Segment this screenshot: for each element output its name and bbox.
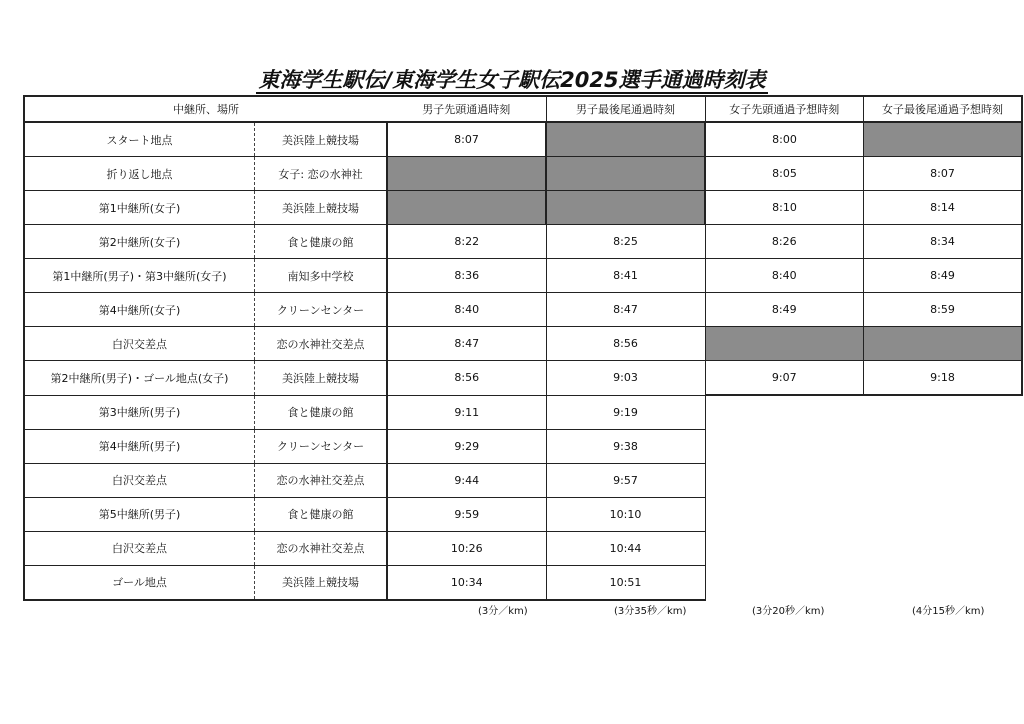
women-lead-cell: 8:10 — [705, 191, 864, 225]
men-last-cell: 9:38 — [546, 429, 705, 463]
table-row — [24, 191, 1022, 225]
page-title — [0, 64, 1024, 94]
men-last-cell: 10:44 — [546, 531, 705, 565]
empty-cell — [705, 395, 1022, 429]
women-last-cell: 8:59 — [864, 293, 1023, 327]
table-row — [24, 157, 1022, 191]
point-cell: 第3中継所(男子) — [24, 395, 255, 429]
men-last-cell: 8:25 — [546, 225, 705, 259]
pace-women-lead: (3分20秒／km) — [752, 606, 825, 617]
point-cell: 白沢交差点 — [24, 531, 255, 565]
header-row — [24, 96, 1022, 122]
empty-cell — [705, 463, 1022, 497]
men-last-cell: 10:51 — [546, 565, 705, 600]
men-lead-cell: 8:36 — [387, 259, 546, 293]
pace-women-last: (4分15秒／km) — [912, 606, 985, 617]
women-lead-cell: 8:26 — [705, 225, 864, 259]
empty-cell — [705, 565, 1022, 600]
table-row — [24, 327, 1022, 361]
schedule-table — [23, 95, 1023, 601]
point-cell: 折り返し地点 — [24, 157, 255, 191]
women-lead-cell: 8:49 — [705, 293, 864, 327]
table-row — [24, 565, 1022, 600]
place-cell: 食と健康の館 — [255, 225, 388, 259]
men-lead-cell: 8:22 — [387, 225, 546, 259]
women-lead-cell: 8:00 — [705, 122, 864, 157]
men-last-cell: 9:19 — [546, 395, 705, 429]
place-cell: 南知多中学校 — [255, 259, 388, 293]
table-row — [24, 361, 1022, 396]
table-row — [24, 497, 1022, 531]
men-last-cell: 8:47 — [546, 293, 705, 327]
place-cell: 美浜陸上競技場 — [255, 191, 388, 225]
point-cell: 第4中継所(男子) — [24, 429, 255, 463]
table-row — [24, 463, 1022, 497]
women-last-cell: 8:34 — [864, 225, 1023, 259]
men-last-cell: 9:57 — [546, 463, 705, 497]
point-cell: 第5中継所(男子) — [24, 497, 255, 531]
place-cell: 恋の水神社交差点 — [255, 327, 388, 361]
place-cell: 美浜陸上競技場 — [255, 361, 388, 396]
header-women-last: 女子最後尾通過予想時刻 — [864, 96, 1023, 122]
header-women-lead: 女子先頭通過予想時刻 — [705, 96, 864, 122]
place-cell: 女子: 恋の水神社 — [255, 157, 388, 191]
men-lead-cell: 9:59 — [387, 497, 546, 531]
point-cell: 第4中継所(女子) — [24, 293, 255, 327]
table-row — [24, 122, 1022, 157]
point-cell: 白沢交差点 — [24, 463, 255, 497]
place-cell: クリーンセンター — [255, 429, 388, 463]
point-cell: ゴール地点 — [24, 565, 255, 600]
men-last-cell: 8:56 — [546, 327, 705, 361]
table-row — [24, 259, 1022, 293]
women-lead-cell: 8:40 — [705, 259, 864, 293]
table-row — [24, 225, 1022, 259]
empty-cell — [705, 429, 1022, 463]
men-lead-cell: 10:34 — [387, 565, 546, 600]
women-last-cell-shaded — [864, 122, 1023, 157]
men-lead-cell: 9:11 — [387, 395, 546, 429]
point-cell: 第1中継所(男子)・第3中継所(女子) — [24, 259, 255, 293]
empty-cell — [705, 497, 1022, 531]
header-men-lead: 男子先頭通過時刻 — [387, 96, 546, 122]
table-row — [24, 429, 1022, 463]
place-cell: 食と健康の館 — [255, 497, 388, 531]
pace-men-last: (3分35秒／km) — [614, 606, 687, 617]
place-cell: 恋の水神社交差点 — [255, 463, 388, 497]
women-lead-cell: 9:07 — [705, 361, 864, 396]
table-row — [24, 293, 1022, 327]
women-last-cell-shaded — [864, 327, 1023, 361]
point-cell: 第2中継所(女子) — [24, 225, 255, 259]
men-last-cell: 8:41 — [546, 259, 705, 293]
header-men-last: 男子最後尾通過時刻 — [546, 96, 705, 122]
header-point: 中継所、場所 — [24, 96, 387, 122]
men-lead-cell: 9:44 — [387, 463, 546, 497]
men-lead-cell-shaded — [387, 191, 546, 225]
place-cell: 食と健康の館 — [255, 395, 388, 429]
men-last-cell-shaded — [546, 157, 705, 191]
men-last-cell: 10:10 — [546, 497, 705, 531]
men-last-cell-shaded — [546, 191, 705, 225]
men-last-cell-shaded — [546, 122, 705, 157]
women-lead-cell: 8:05 — [705, 157, 864, 191]
women-lead-cell-shaded — [705, 327, 864, 361]
empty-cell — [705, 531, 1022, 565]
men-lead-cell-shaded — [387, 157, 546, 191]
table-row — [24, 531, 1022, 565]
men-lead-cell: 8:07 — [387, 122, 546, 157]
pace-notes — [0, 602, 1024, 616]
women-last-cell: 8:14 — [864, 191, 1023, 225]
point-cell: スタート地点 — [24, 122, 255, 157]
place-cell: 美浜陸上競技場 — [255, 122, 388, 157]
women-last-cell: 8:49 — [864, 259, 1023, 293]
men-last-cell: 9:03 — [546, 361, 705, 396]
women-last-cell: 9:18 — [864, 361, 1023, 396]
women-last-cell: 8:07 — [864, 157, 1023, 191]
men-lead-cell: 8:47 — [387, 327, 546, 361]
place-cell: クリーンセンター — [255, 293, 388, 327]
pace-men-lead: (3分／km) — [478, 606, 528, 617]
men-lead-cell: 8:40 — [387, 293, 546, 327]
men-lead-cell: 10:26 — [387, 531, 546, 565]
men-lead-cell: 8:56 — [387, 361, 546, 396]
men-lead-cell: 9:29 — [387, 429, 546, 463]
place-cell: 美浜陸上競技場 — [255, 565, 388, 600]
point-cell: 第1中継所(女子) — [24, 191, 255, 225]
title-text: 東海学生駅伝/東海学生女子駅伝2025選手通過時刻表 — [258, 68, 766, 92]
point-cell: 第2中継所(男子)・ゴール地点(女子) — [24, 361, 255, 396]
point-cell: 白沢交差点 — [24, 327, 255, 361]
place-cell: 恋の水神社交差点 — [255, 531, 388, 565]
table-row — [24, 395, 1022, 429]
